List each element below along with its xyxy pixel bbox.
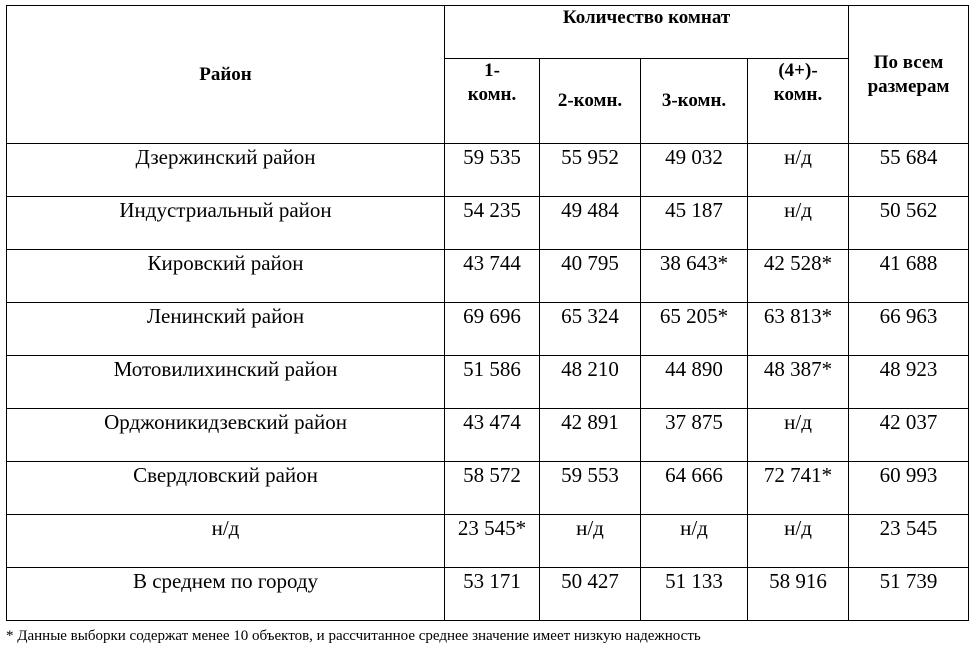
value-cell: 23 545* [445,515,540,568]
value-cell: 49 484 [540,197,641,250]
value-cell: 45 187 [641,197,748,250]
room-header-line1: 3-комн. [661,90,727,112]
district-column-header: Район [7,6,445,144]
value-cell: 69 696 [445,303,540,356]
value-cell: 58 916 [748,568,849,621]
table-row [7,409,969,462]
value-cell: 51 739 [849,568,969,621]
value-cell: 66 963 [849,303,969,356]
value-cell: 40 795 [540,250,641,303]
table-row [7,356,969,409]
table-row [7,462,969,515]
footnote: * Данные выборки содержат менее 10 объектов, и рассчитанное среднее значение имеет низкую надежность [6,628,701,644]
value-cell: 23 545 [849,515,969,568]
district-cell: Мотовилихинский район [7,356,445,409]
value-cell: 53 171 [445,568,540,621]
value-cell: 48 210 [540,356,641,409]
value-cell: 50 562 [849,197,969,250]
value-cell: 51 133 [641,568,748,621]
value-cell: 58 572 [445,462,540,515]
value-cell: 72 741* [748,462,849,515]
value-cell: 59 553 [540,462,641,515]
value-cell: 60 993 [849,462,969,515]
value-cell: н/д [748,144,849,197]
total-header-line1: По всем [873,51,944,73]
district-cell: Индустриальный район [7,197,445,250]
room-column-header [540,59,641,144]
table-body [7,144,969,621]
value-cell: 55 952 [540,144,641,197]
table-row [7,515,969,568]
rooms-group-header: Количество комнат [445,6,849,59]
value-cell: 59 535 [445,144,540,197]
value-cell: 38 643* [641,250,748,303]
value-cell: 41 688 [849,250,969,303]
value-cell: 64 666 [641,462,748,515]
table-row [7,144,969,197]
value-cell: 50 427 [540,568,641,621]
value-cell: 48 387* [748,356,849,409]
value-cell: 54 235 [445,197,540,250]
price-table [6,5,969,621]
value-cell: 42 037 [849,409,969,462]
table-row [7,250,969,303]
district-cell: Орджоникидзевский район [7,409,445,462]
room-header-line2: комн. [467,83,517,105]
value-cell: 44 890 [641,356,748,409]
district-cell: Кировский район [7,250,445,303]
value-cell: 55 684 [849,144,969,197]
table-row [7,197,969,250]
value-cell: 42 891 [540,409,641,462]
total-column-header [849,6,969,144]
value-cell: 65 324 [540,303,641,356]
header-row-top [7,6,969,59]
district-cell: Ленинский район [7,303,445,356]
value-cell: 37 875 [641,409,748,462]
room-column-header [445,59,540,144]
value-cell: 63 813* [748,303,849,356]
value-cell: н/д [540,515,641,568]
total-header-line2: размерам [867,75,950,97]
value-cell: 43 474 [445,409,540,462]
value-cell: 48 923 [849,356,969,409]
room-header-line1: 1- [484,60,500,81]
district-cell: В среднем по городу [7,568,445,621]
value-cell: 43 744 [445,250,540,303]
value-cell: н/д [748,515,849,568]
value-cell: 42 528* [748,250,849,303]
room-column-header [748,59,849,144]
room-header-line1: (4+)- [778,60,818,81]
district-cell: н/д [7,515,445,568]
table-header [7,6,969,144]
table-row [7,568,969,621]
district-cell: Свердловский район [7,462,445,515]
room-header-line1: 2-комн. [557,90,623,112]
room-header-line2: комн. [773,83,823,105]
value-cell: н/д [748,409,849,462]
value-cell: н/д [641,515,748,568]
value-cell: 49 032 [641,144,748,197]
value-cell: 65 205* [641,303,748,356]
table-row [7,303,969,356]
district-cell: Дзержинский район [7,144,445,197]
value-cell: 51 586 [445,356,540,409]
value-cell: н/д [748,197,849,250]
room-column-header [641,59,748,144]
